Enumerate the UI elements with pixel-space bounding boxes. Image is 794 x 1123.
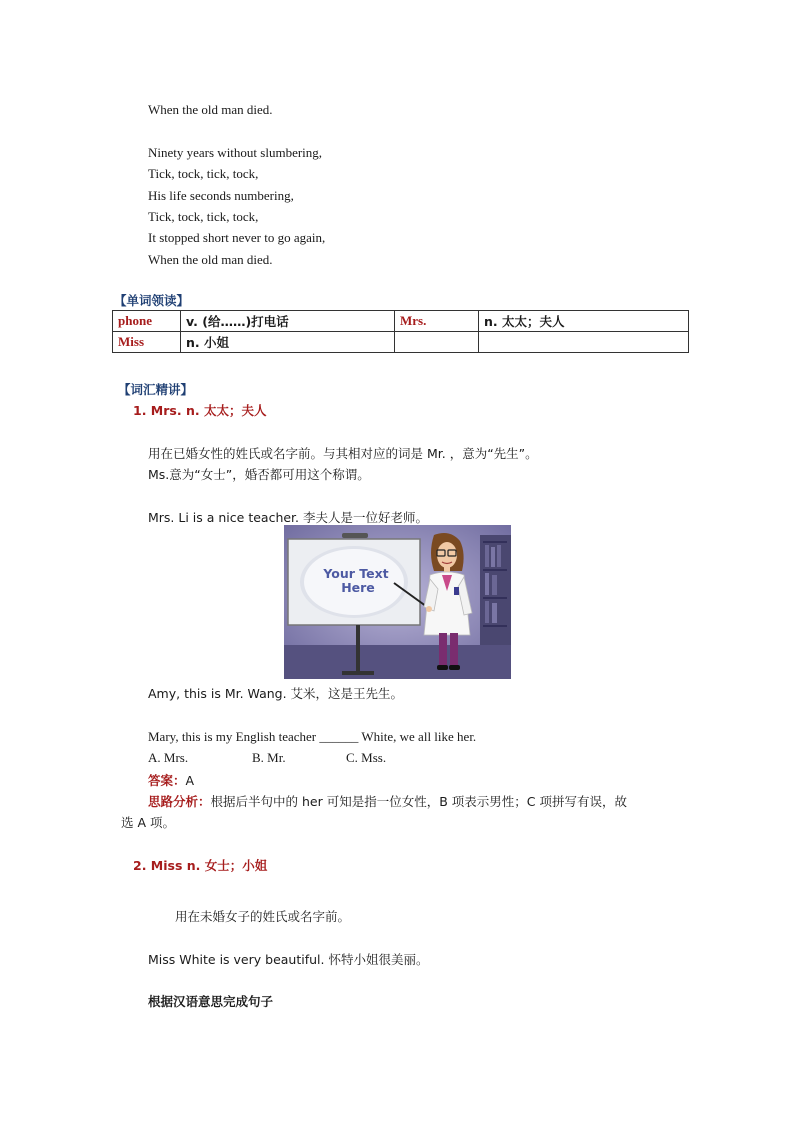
example-sentence: Amy, this is Mr. Wang. 艾米，这是王先生。 [148, 686, 404, 701]
poem-line: It stopped short never to go again, [148, 230, 326, 245]
vocab-section-title: 【单词领读】 [114, 293, 190, 308]
teacher-illustration [284, 525, 511, 679]
item1-heading: 1. Mrs. n. 太太；夫人 [133, 403, 267, 418]
svg-text:Here: Here [341, 580, 375, 595]
svg-text:Your Text: Your Text [323, 566, 389, 581]
item2-heading: 2. Miss n. 女士；小姐 [133, 858, 268, 873]
analysis-label: 思路分析： [148, 794, 211, 809]
note: Ms.意为“女士”，婚否都可用这个称谓。 [148, 467, 370, 482]
example-sentence: Miss White is very beautiful. 怀特小姐很美丽。 [148, 952, 429, 967]
vocab-table [112, 310, 689, 353]
question-text: Mary, this is my English teacher ______ White, we all like her. [148, 729, 477, 744]
answer-label: 答案： [148, 773, 186, 788]
note: 用在未婚女子的姓氏或名字前。 [175, 909, 351, 924]
poem-line: Tick, tock, tick, tock, [148, 209, 259, 224]
vocab-word: Miss [113, 332, 181, 353]
vocab-word: Mrs. [395, 311, 479, 332]
poem-line: Tick, tock, tick, tock, [148, 166, 259, 181]
poem-line: His life seconds numbering, [148, 188, 294, 203]
table-row [113, 311, 689, 332]
analysis-line [148, 792, 627, 810]
option-b: B. Mr. [252, 750, 286, 765]
poem-line: When the old man died. [148, 102, 273, 117]
analysis-text: 根据后半句中的 her 可知是指一位女性，B 项表示男性；C 项拼写有误，故 [210, 794, 627, 809]
poem-line: Ninety years without slumbering, [148, 145, 323, 160]
exercise-title: 根据汉语意思完成句子 [148, 994, 274, 1009]
vocab-meaning: v. (给……)打电话 [181, 311, 395, 332]
vocab-word: phone [113, 311, 181, 332]
vocab-word [395, 332, 479, 353]
vocab-meaning [479, 332, 689, 353]
poem-line: When the old man died. [148, 252, 273, 267]
answer-line [148, 771, 194, 789]
answer-value: A [185, 773, 195, 788]
explain-section-title: 【词汇精讲】 [118, 382, 194, 397]
vocab-meaning: n. 太太；夫人 [479, 311, 689, 332]
option-a: A. Mrs. [148, 750, 189, 765]
option-c: C. Mss. [346, 750, 387, 765]
example-sentence: Mrs. Li is a nice teacher. 李夫人是一位好老师。 [148, 510, 428, 525]
table-row [113, 332, 689, 353]
analysis-text-continued: 选 A 项。 [121, 815, 175, 830]
note: 用在已婚女性的姓氏或名字前。与其相对应的词是 Mr. ，意为“先生”。 [148, 446, 538, 461]
vocab-meaning: n. 小姐 [181, 332, 395, 353]
